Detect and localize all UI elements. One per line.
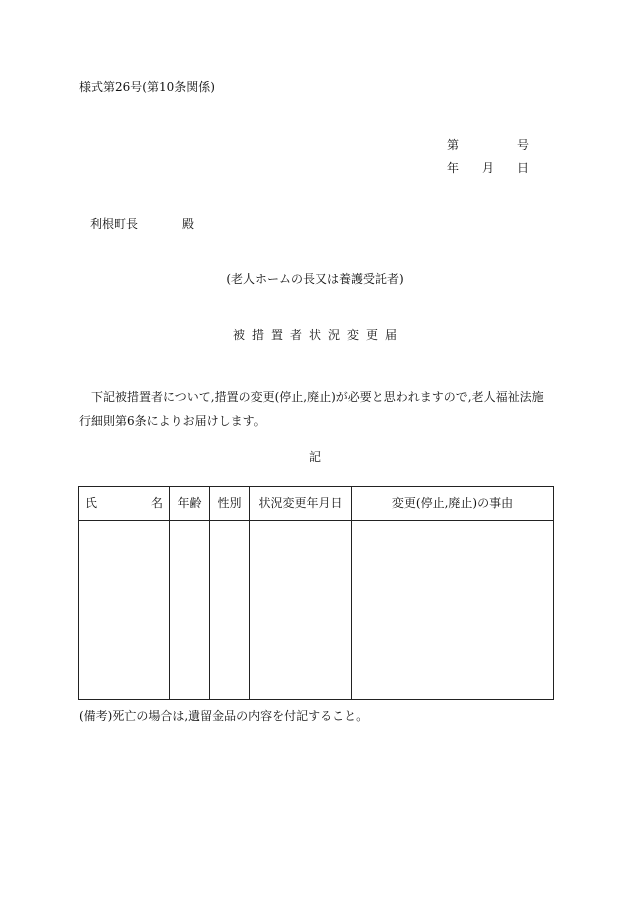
header-age: 年齢 [170, 487, 210, 521]
number-label: 第 [447, 138, 460, 152]
document-date-row [447, 161, 537, 177]
document-number-block [447, 138, 537, 178]
cell-name[interactable] [79, 521, 170, 700]
table-row [79, 521, 554, 700]
table-header-row [79, 487, 554, 521]
records-table [78, 486, 554, 700]
document-number-row [447, 138, 537, 154]
cell-gender[interactable] [210, 521, 250, 700]
form-title: 被措置者状況変更届 [232, 328, 404, 342]
body-paragraph: 下記被措置者について,措置の変更(停止,廃止)が必要と思われますので,老人福祉法施行細則第6条によりお届けします。 [79, 390, 544, 428]
number-suffix: 号 [517, 138, 530, 152]
header-change-date: 状況変更年月日 [250, 487, 352, 521]
form-number: 様式第26号(第10条関係) [79, 80, 215, 94]
addressee-honorific: 殿 [182, 217, 195, 231]
body-text [79, 385, 553, 433]
cell-age[interactable] [170, 521, 210, 700]
header-reason: 変更(停止,廃止)の事由 [352, 487, 554, 521]
record-marker: 記 [308, 450, 321, 464]
remarks-note: (備考)死亡の場合は,遺留金品の内容を付記すること。 [79, 709, 369, 723]
header-name-second: 名 [150, 496, 163, 510]
date-day-label: 日 [517, 161, 530, 175]
header-name [79, 487, 170, 521]
header-gender: 性別 [210, 487, 250, 521]
cell-change-date[interactable] [250, 521, 352, 700]
addressee-name: 利根町長 [90, 217, 139, 231]
date-month-label: 月 [482, 161, 495, 175]
cell-reason[interactable] [352, 521, 554, 700]
header-name-first: 氏 [85, 496, 98, 510]
date-year-label: 年 [447, 161, 460, 175]
applicant-note: (老人ホームの長又は養護受託者) [226, 272, 404, 286]
